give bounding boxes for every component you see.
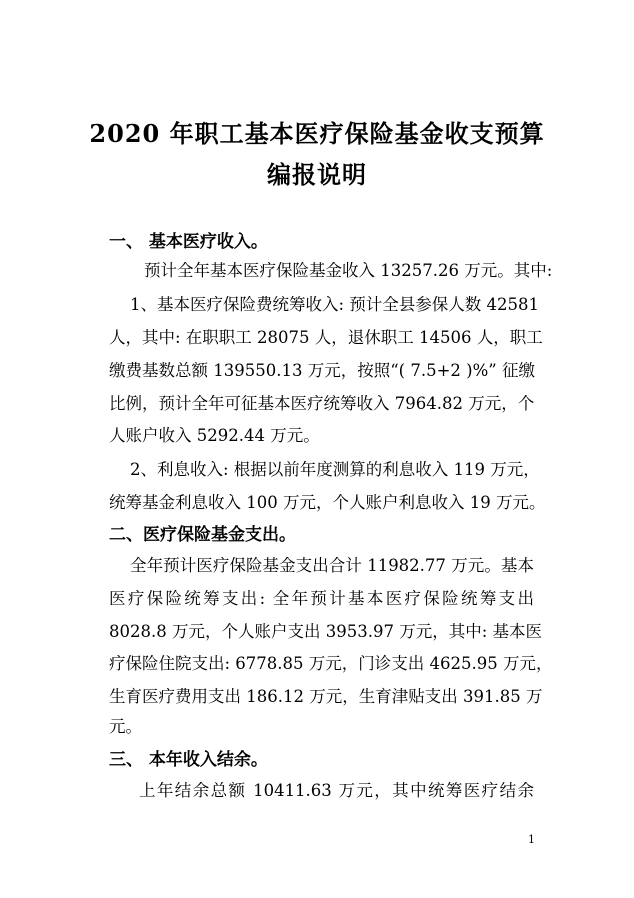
paragraph-line: 人，其中: 在职职工 28075 人，退休职工 14506 人，职工 — [109, 328, 543, 347]
paragraph-line: 上年结余总额 10411.63 万元，其中统筹医疗结余 — [139, 781, 534, 800]
page-number: 1 — [528, 833, 535, 846]
paragraph-line: 全年预计医疗保险基金支出合计 11982.77 万元。基本 — [130, 556, 534, 575]
paragraph-line: 统筹基金利息收入 100 万元，个人账户利息收入 19 万元。 — [109, 493, 546, 512]
section-heading-income: 一、 基本医疗收入。 — [109, 232, 268, 252]
paragraph-line: 元。 — [109, 717, 142, 736]
paragraph-line: 比例，预计全年可征基本医疗统筹收入 7964.82 万元，个 — [109, 394, 535, 413]
paragraph-line: 缴费基数总额 139550.13 万元，按照“( 7.5+2 )%” 征缴 — [109, 361, 535, 380]
paragraph-line: 生育医疗费用支出 186.12 万元，生育津贴支出 391.85 万 — [109, 687, 543, 706]
document-title-line-2: 编报说明 — [267, 160, 367, 189]
paragraph-line: 8028.8 万元，个人账户支出 3953.97 万元，其中: 基本医 — [109, 622, 543, 641]
paragraph-line: 预计全年基本医疗保险基金收入 13257.26 万元。其中: — [144, 261, 553, 280]
paragraph-line: 医疗保险统筹支出: 全年预计基本医疗保险统筹支出 — [109, 589, 534, 608]
section-heading-expenditure: 二、医疗保险基金支出。 — [109, 525, 296, 545]
paragraph-line: 1、基本医疗保险费统筹收入: 预计全县参保人数 42581 — [130, 295, 540, 314]
document-title-line-1: 2020 年职工基本医疗保险基金收支预算 — [89, 119, 545, 148]
section-heading-balance: 三、 本年收入结余。 — [109, 750, 268, 770]
paragraph-line: 2、利息收入: 根据以前年度测算的利息收入 119 万元， — [130, 460, 540, 479]
paragraph-line: 人账户收入 5292.44 万元。 — [109, 426, 320, 445]
paragraph-line: 疗保险住院支出: 6778.85 万元，门诊支出 4625.95 万元， — [109, 654, 553, 673]
